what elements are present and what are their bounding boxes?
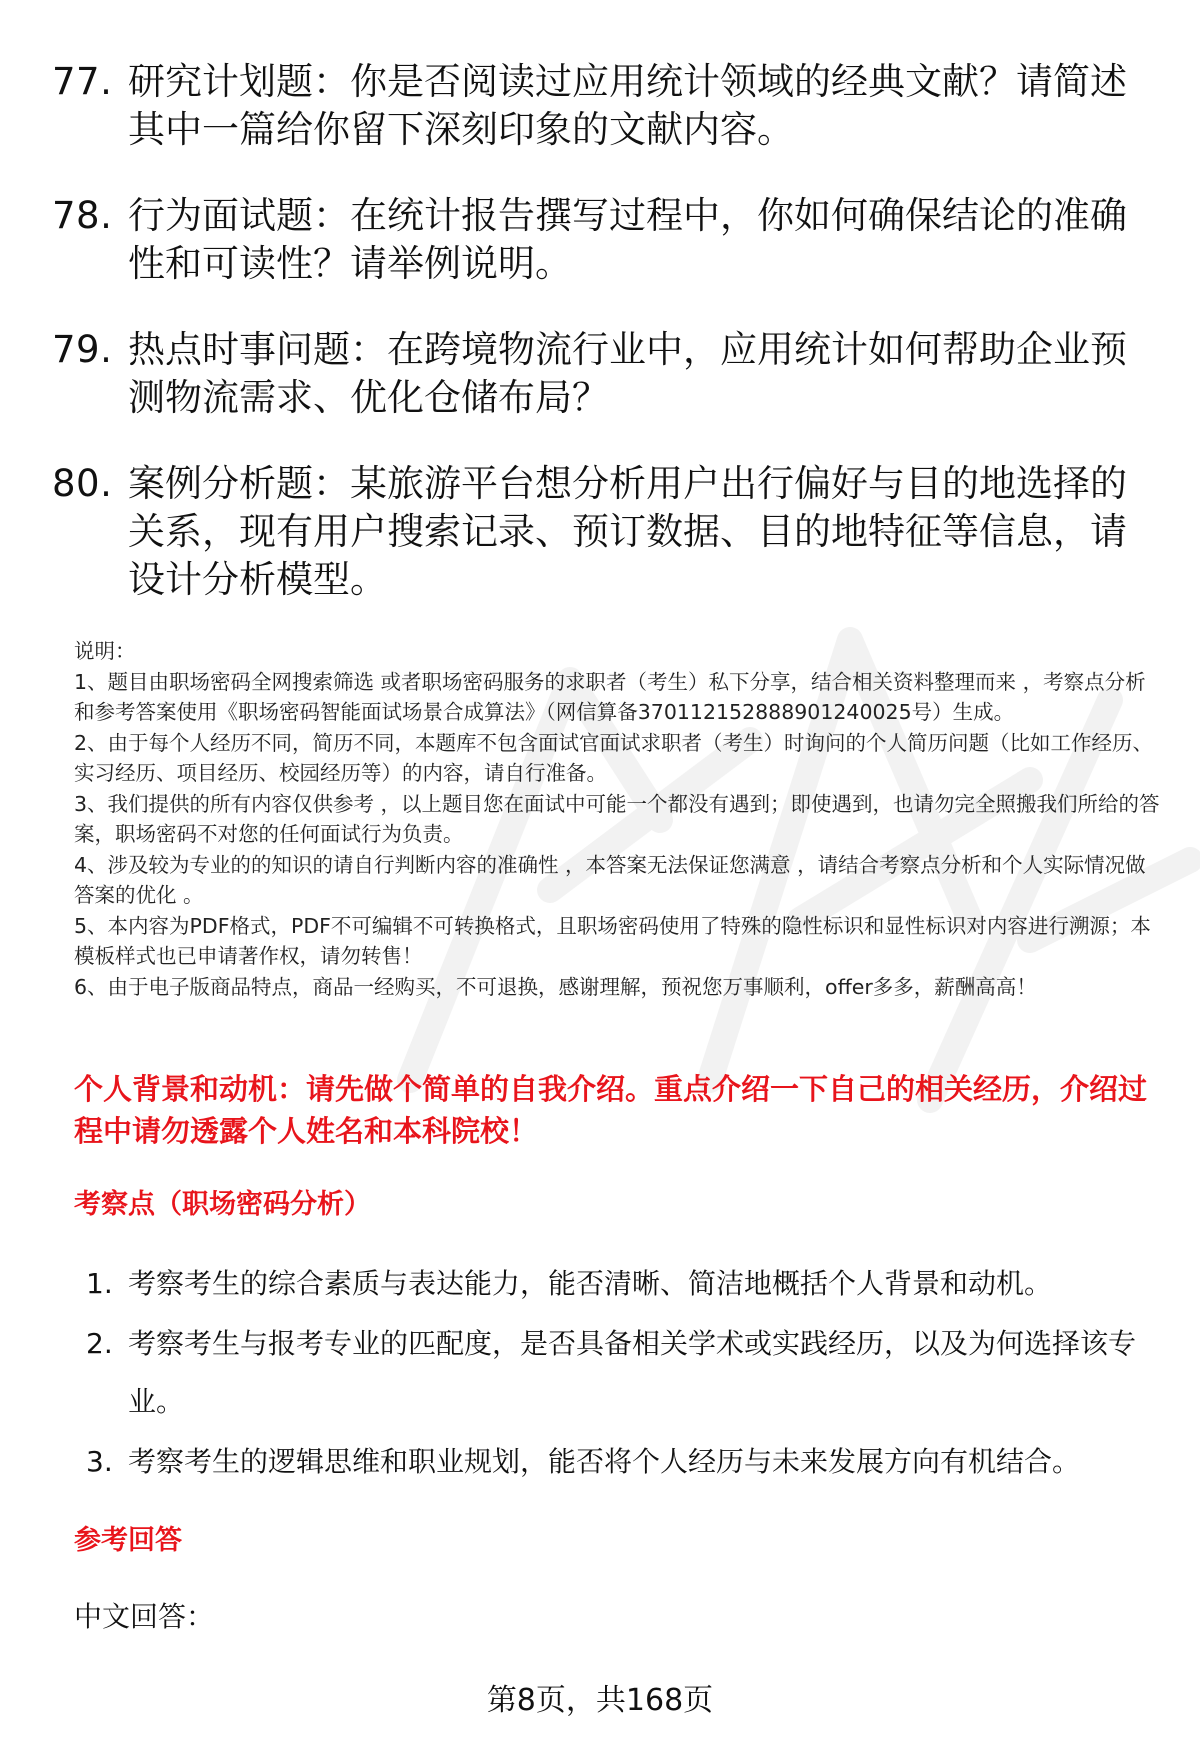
point-number: 1. [86, 1267, 113, 1300]
question-item [52, 460, 1152, 604]
note-item: 5、本内容为PDF格式，PDF不可编辑不可转换格式，且职场密码使用了特殊的隐性标识和显性标识对内容进行溯源；本模板样式也已申请著作权，请勿转售！ [74, 913, 1151, 968]
chinese-answer-label: 中文回答： [74, 1600, 215, 1633]
note-item: 6、由于电子版商品特点，商品一经购买，不可退换，感谢理解，预祝您万事顺利，offer多多，薪酬高高！ [74, 974, 1037, 999]
point-text: 考察考生的综合素质与表达能力，能否清晰、简洁地概括个人背景和动机。 [128, 1267, 1053, 1300]
question-list [52, 58, 1152, 642]
point-number: 2. [86, 1327, 113, 1360]
question-text: 行为面试题：在统计报告撰写过程中，你如何确保结论的准确性和可读性？请举例说明。 [128, 194, 1127, 285]
analysis-point [86, 1433, 1156, 1491]
question-text: 热点时事问题：在跨境物流行业中，应用统计如何帮助企业预测物流需求、优化仓储布局？ [128, 328, 1127, 419]
analysis-point [86, 1315, 1156, 1431]
question-text: 案例分析题：某旅游平台想分析用户出行偏好与目的地选择的关系，现有用户搜索记录、预订数据、目的地特征等信息，请设计分析模型。 [128, 462, 1127, 601]
notes-title: 说明： [74, 639, 136, 663]
question-item [52, 192, 1152, 288]
analysis-points [86, 1255, 1156, 1493]
question-text: 研究计划题：你是否阅读过应用统计领域的经典文献？请简述其中一篇给你留下深刻印象的文献内容。 [128, 60, 1127, 151]
interview-question-title: 个人背景和动机：请先做个简单的自我介绍。重点介绍一下自己的相关经历，介绍过程中请勿透露个人姓名和本科院校！ [74, 1072, 1148, 1148]
notes-block [74, 636, 1160, 1002]
analysis-heading: 考察点（职场密码分析） [74, 1189, 371, 1220]
point-text: 考察考生与报考专业的匹配度，是否具备相关学术或实践经历，以及为何选择该专业。 [128, 1327, 1137, 1418]
reference-heading: 参考回答 [74, 1525, 182, 1556]
analysis-point [86, 1255, 1156, 1313]
point-text: 考察考生的逻辑思维和职业规划，能否将个人经历与未来发展方向有机结合。 [128, 1445, 1081, 1478]
page-footer: 第8页，共168页 [486, 1683, 714, 1718]
note-item: 2、由于每个人经历不同，简历不同，本题库不包含面试官面试求职者（考生）时询问的个人简历问题（比如工作经历、实习经历、项目经历、校园经历等）的内容，请自行准备。 [74, 730, 1154, 785]
question-number: 78. [52, 194, 113, 237]
question-number: 79. [52, 328, 113, 371]
question-number: 77. [52, 60, 113, 103]
question-number: 80. [52, 462, 113, 505]
note-item: 1、题目由职场密码全网搜索筛选 或者职场密码服务的求职者（考生）私下分享，结合相关资料整理而来 ，考察点分析和参考答案使用《职场密码智能面试场景合成算法》（网信算备370112152888901240025号）生成。 [74, 669, 1146, 724]
note-item: 4、涉及较为专业的的知识的请自行判断内容的准确性 ，本答案无法保证您满意 ，请结合考察点分析和个人实际情况做答案的优化 。 [74, 852, 1146, 907]
note-item: 3、我们提供的所有内容仅供参考 ，以上题目您在面试中可能一个都没有遇到；即使遇到，也请勿完全照搬我们所给的答案，职场密码不对您的任何面试行为负责。 [74, 791, 1160, 846]
point-number: 3. [86, 1445, 113, 1478]
question-item [52, 326, 1152, 422]
question-item [52, 58, 1152, 154]
